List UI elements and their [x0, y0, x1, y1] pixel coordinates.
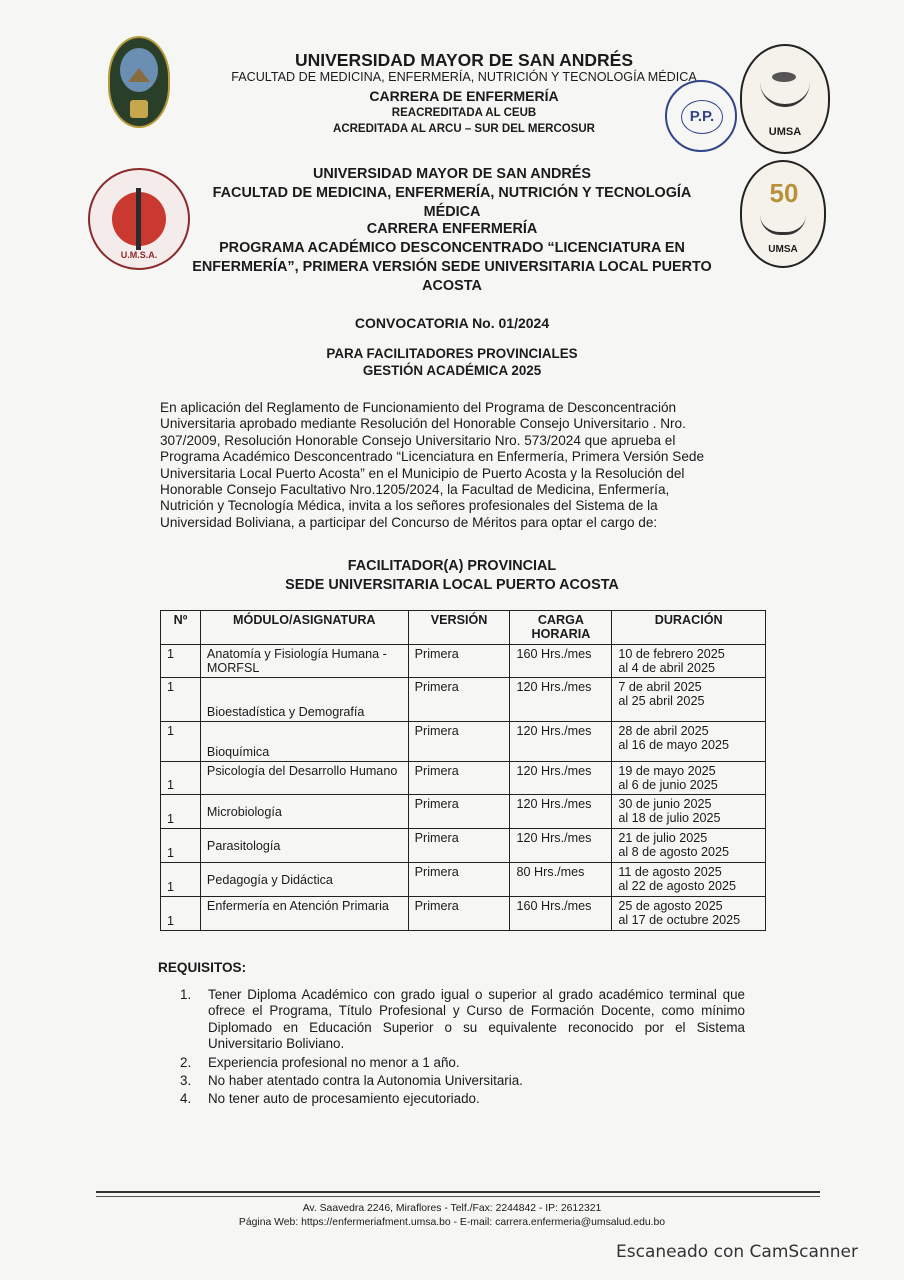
requirements-title: REQUISITOS:: [158, 960, 247, 975]
cell-version: Primera: [408, 762, 510, 795]
table-row: [161, 678, 766, 722]
cell-number: 1: [161, 795, 201, 829]
duration-start: 21 de julio 2025: [618, 831, 708, 845]
cell-version: Primera: [408, 645, 510, 678]
duration-start: 10 de febrero 2025: [618, 647, 725, 661]
cell-module: Bioquímica: [200, 722, 408, 762]
cell-hours: 160 Hrs./mes: [510, 897, 612, 931]
cell-hours: 120 Hrs./mes: [510, 678, 612, 722]
cell-version: Primera: [408, 829, 510, 863]
cell-module: Bioestadística y Demografía: [200, 678, 408, 722]
program-title-1: PROGRAMA ACADÉMICO DESCONCENTRADO “LICENCIATURA EN: [219, 240, 685, 256]
program-faculty-cont: MÉDICA: [423, 204, 481, 220]
table-header-row: [161, 611, 766, 645]
modules-table: [160, 610, 766, 931]
intro-line: Honorable Consejo Facultativo Nro.1205/2024, la Facultad de Medicina, Enfermería,: [160, 482, 670, 498]
item-text: Tener Diploma Académico con grado igual o superior al grado académico terminal que ofrece el Programa, Título Profesional y Curso de Formación Docente, como mínimo Diplomado en Educación Superior o su equivalente reconocido por el Sistema Universitario Boliviano.: [208, 987, 745, 1052]
position-location: SEDE UNIVERSITARIA LOCAL PUERTO ACOSTA: [285, 577, 619, 593]
enfermeria-seal-bottom-label: UMSA: [768, 244, 798, 255]
cell-module: Parasitología: [200, 829, 408, 863]
cell-module: Psicología del Desarrollo Humano: [200, 762, 408, 795]
duration-end: al 4 de abril 2025: [618, 661, 715, 675]
duration-start: 28 de abril 2025: [618, 724, 709, 738]
cell-duration: [612, 722, 766, 762]
intro-line: Universidad Boliviana, a participar del Concurso de Méritos para optar el cargo de:: [160, 514, 658, 530]
cell-duration: [612, 795, 766, 829]
requirements-list: [180, 987, 745, 1108]
call-title: CONVOCATORIA No. 01/2024: [354, 315, 550, 331]
cell-module: Anatomía y Fisiología Humana - MORFSL: [200, 645, 408, 678]
footer-divider: [96, 1191, 820, 1193]
call-subtitle-2: GESTIÓN ACADÉMICA 2025: [362, 363, 542, 378]
cell-number: 1: [161, 645, 201, 678]
facultad-medicina-seal-bottom: U.M.S.A.: [120, 250, 158, 260]
cell-duration: [612, 678, 766, 722]
col-header-hours: CARGA HORARIA: [510, 611, 612, 645]
program-title-3: ACOSTA: [422, 278, 482, 294]
col-header-number: Nº: [161, 611, 201, 645]
cell-hours: 120 Hrs./mes: [510, 795, 612, 829]
table-row: [161, 645, 766, 678]
university-title: UNIVERSIDAD MAYOR DE SAN ANDRÉS: [294, 50, 634, 70]
item-number: 2.: [180, 1054, 192, 1070]
col-header-version: VERSIÓN: [408, 611, 510, 645]
duration-end: al 8 de agosto 2025: [618, 845, 729, 859]
list-item: [180, 987, 745, 1053]
table-row: [161, 897, 766, 931]
cell-module: Microbiología: [200, 795, 408, 829]
footer-divider-thin: [96, 1196, 820, 1197]
list-item: [180, 1091, 745, 1107]
table-row: [161, 863, 766, 897]
col-header-module: MÓDULO/ASIGNATURA: [200, 611, 408, 645]
cell-hours: 160 Hrs./mes: [510, 645, 612, 678]
program-university: UNIVERSIDAD MAYOR DE SAN ANDRÉS: [313, 166, 591, 182]
col-header-duration: DURACIÓN: [612, 611, 766, 645]
cell-module: Pedagogía y Didáctica: [200, 863, 408, 897]
footer-address: Av. Saavedra 2246, Miraflores - Telf./Fax: 2244842 - IP: 2612321: [302, 1203, 602, 1214]
accreditation-ceub: REACREDITADA AL CEUB: [391, 107, 537, 119]
vicerrectorado-stamp: [665, 80, 737, 152]
program-career: CARRERA ENFERMERÍA: [366, 221, 538, 237]
cell-hours: 120 Hrs./mes: [510, 762, 612, 795]
duration-end: al 18 de julio 2025: [618, 811, 721, 825]
cell-version: Primera: [408, 795, 510, 829]
list-item: [180, 1073, 745, 1089]
cell-duration: [612, 762, 766, 795]
call-subtitle-1: PARA FACILITADORES PROVINCIALES: [326, 346, 578, 361]
duration-end: al 25 abril 2025: [618, 694, 705, 708]
item-number: 4.: [180, 1091, 192, 1107]
cell-number: 1: [161, 762, 201, 795]
cell-number: 1: [161, 863, 201, 897]
intro-line: Universitaria Local Puerto Acosta” en el Municipio de Puerto Acosta y la Resolución del: [160, 465, 685, 481]
cell-duration: [612, 863, 766, 897]
program-title-2: ENFERMERÍA”, PRIMERA VERSIÓN SEDE UNIVERSITARIA LOCAL PUERTO: [192, 259, 712, 275]
item-number: 3.: [180, 1073, 192, 1089]
table-row: [161, 722, 766, 762]
enfermeria-seal-year: 50: [769, 178, 799, 208]
cell-number: 1: [161, 829, 201, 863]
duration-end: al 16 de mayo 2025: [618, 738, 729, 752]
cell-version: Primera: [408, 863, 510, 897]
stamp-center-text: P.P.: [681, 100, 723, 134]
intro-line: Universitaria aprobado mediante Resolución del Honorable Consejo Universitario . Nro.: [160, 416, 686, 432]
cell-duration: [612, 645, 766, 678]
camscanner-watermark: Escaneado con CamScanner: [616, 1242, 858, 1262]
cell-duration: [612, 829, 766, 863]
cell-version: Primera: [408, 897, 510, 931]
duration-start: 11 de agosto 2025: [618, 865, 722, 879]
position-title: FACILITADOR(A) PROVINCIAL: [347, 558, 557, 574]
item-number: 1.: [180, 987, 192, 1002]
intro-line: Nutrición y Tecnología Médica, invita a los señores profesionales del Sistema de la: [160, 498, 658, 514]
duration-end: al 22 de agosto 2025: [618, 879, 736, 893]
duration-start: 25 de agosto 2025: [618, 899, 723, 913]
duration-start: 7 de abril 2025: [618, 680, 702, 694]
item-text: Experiencia profesional no menor a 1 año.: [208, 1054, 460, 1070]
intro-line: En aplicación del Reglamento de Funcionamiento del Programa de Desconcentración: [160, 400, 677, 415]
enfermeria-seal-top-label: UMSA: [768, 126, 802, 138]
item-text: No haber atentado contra la Autonomia Universitaria.: [208, 1073, 523, 1089]
cell-version: Primera: [408, 722, 510, 762]
intro-line: Programa Académico Desconcentrado “Licenciatura en Enfermería, Primera Versión Sede: [160, 449, 705, 465]
duration-start: 30 de junio 2025: [618, 797, 712, 811]
table-row: [161, 762, 766, 795]
cell-hours: 120 Hrs./mes: [510, 722, 612, 762]
cell-module: Enfermería en Atención Primaria: [200, 897, 408, 931]
program-faculty: FACULTAD DE MEDICINA, ENFERMERÍA, NUTRICIÓN Y TECNOLOGÍA: [212, 185, 692, 201]
cell-number: 1: [161, 897, 201, 931]
cell-number: 1: [161, 722, 201, 762]
intro-line: 307/2009, Resolución Honorable Consejo Universitario Nro. 573/2024 que aprueba el: [160, 432, 676, 448]
cell-version: Primera: [408, 678, 510, 722]
item-text: No tener auto de procesamiento ejecutoriado.: [208, 1091, 480, 1107]
footer-web: Página Web: https://enfermeriafment.umsa.bo - E-mail: carrera.enfermeria@umsalud.edu.bo: [238, 1217, 666, 1228]
cell-number: 1: [161, 678, 201, 722]
intro-paragraph: [160, 400, 745, 531]
duration-end: al 6 de junio 2025: [618, 778, 718, 792]
table-row: [161, 795, 766, 829]
accreditation-arcu: ACREDITADA AL ARCU – SUR DEL MERCOSUR: [333, 123, 595, 135]
duration-end: al 17 de octubre 2025: [618, 913, 741, 927]
duration-start: 19 de mayo 2025: [618, 764, 716, 778]
career-name: CARRERA DE ENFERMERÍA: [369, 88, 559, 104]
faculty-name: FACULTAD DE MEDICINA, ENFERMERÍA, NUTRICIÓN Y TECNOLOGÍA MÉDICA: [231, 70, 697, 84]
enfermeria-seal-top: [740, 44, 830, 154]
list-item: [180, 1055, 745, 1071]
cell-hours: 120 Hrs./mes: [510, 829, 612, 863]
cell-hours: 80 Hrs./mes: [510, 863, 612, 897]
cell-duration: [612, 897, 766, 931]
table-row: [161, 829, 766, 863]
